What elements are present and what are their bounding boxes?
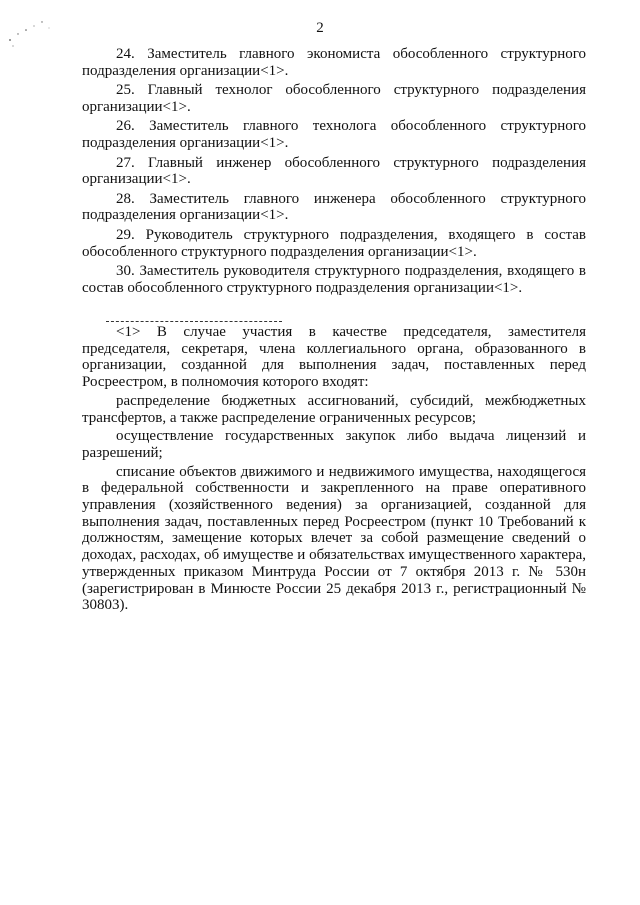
footnote-item-2: осуществление государственных закупок либо выдача лицензий и разрешений; (82, 428, 586, 461)
page-number: 2 (316, 20, 324, 36)
list-item-26: 26. Заместитель главного технолога обособленного структурного подразделения организации<1>. (82, 118, 586, 151)
list-item-30: 30. Заместитель руководителя структурного подразделения, входящего в состав обособленного структурного подразделения организации<1>. (82, 263, 586, 296)
list-body (82, 46, 586, 299)
footnote (82, 324, 586, 616)
footnote-intro: <1> В случае участия в качестве председателя, заместителя председателя, секретаря, члена коллегиального органа, образованного в организации, созданной для выполнения задач, поставленных перед Росреестром, в полномочия которого входят: (82, 324, 586, 391)
list-item-27: 27. Главный инженер обособленного структурного подразделения организации<1>. (82, 154, 586, 188)
footnote-item-3: списание объектов движимого и недвижимого имущества, находящегося в федеральной собственности и закрепленного на праве оперативного управления (хозяйственного ведения) за организацией, созданной для выполнения задач, поставленных перед Росреестром (пункт 10 Требований к должностям, замещение которых влечет за собой размещение сведений о доходах, расходах, об имуществе и обязательствах имущественного характера, утвержденных приказом Минтруда России от 7 октября 2013 г. № 530н (зарегистрирован в Минюсте России 25 декабря 2013 г., регистрационный № 30803). (82, 463, 586, 614)
list-item-29: 29. Руководитель структурного подразделения, входящего в состав обособленного структурного подразделения организации<1>. (82, 226, 586, 260)
list-item-24: 24. Заместитель главного экономиста обособленного структурного подразделения организации<1>. (82, 46, 586, 79)
footnote-item-1: распределение бюджетных ассигнований, субсидий, межбюджетных трансфертов, а также распределение ограниченных ресурсов; (82, 392, 586, 426)
list-item-25: 25. Главный технолог обособленного структурного подразделения организации<1>. (82, 82, 586, 115)
list-item-28: 28. Заместитель главного инженера обособленного структурного подразделения организации<1>. (82, 190, 586, 224)
footnote-divider (106, 321, 282, 322)
